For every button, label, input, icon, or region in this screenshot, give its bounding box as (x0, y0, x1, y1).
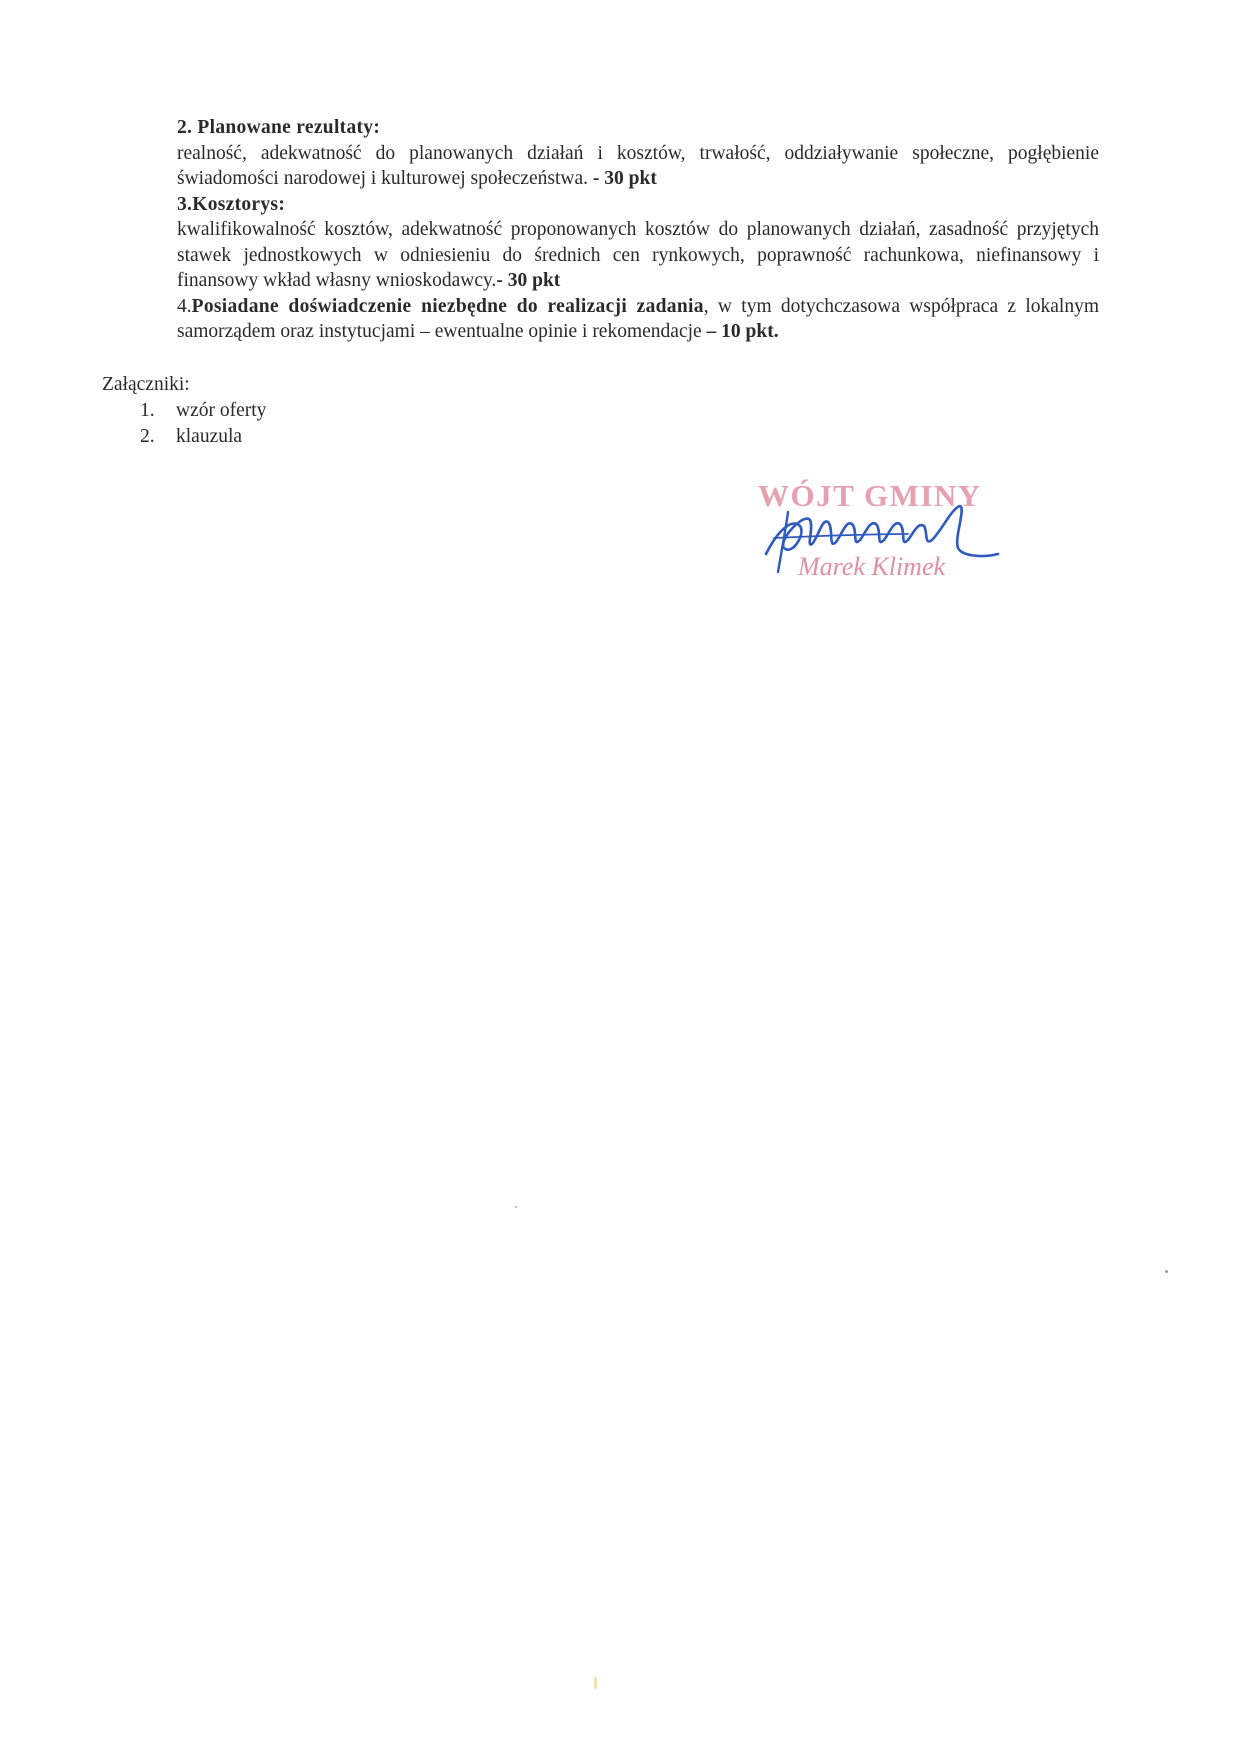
attachment-item (102, 424, 266, 450)
scan-speck (1165, 1270, 1168, 1273)
official-stamp (748, 478, 1028, 598)
criterion-results-heading: 2. Planowane rezultaty: (177, 117, 381, 138)
criterion-results (177, 115, 1099, 192)
criterion-results-body: realność, adekwatność do planowanych działań i kosztów, trwałość, oddziaływanie społeczne, pogłębienie świadomości narodowej i kulturowej społeczeństwa. (177, 142, 1099, 189)
criterion-experience-points: – 10 pkt. (706, 321, 779, 342)
criterion-budget-points: - 30 pkt (496, 270, 561, 291)
handwritten-signature (748, 478, 1028, 598)
scan-speck (594, 1676, 597, 1690)
stamp-name: Marek Klimek (798, 552, 946, 581)
attachment-item (102, 398, 266, 424)
attachment-number: 2. (140, 426, 155, 447)
attachment-label: klauzula (176, 426, 243, 447)
evaluation-criteria (177, 115, 1099, 345)
attachments-title: Załączniki: (102, 374, 190, 395)
criterion-experience-body: , w tym dotychczasowa współpraca z lokalnym samorządem oraz instytucjami – ewentualne opinie i rekomendacje (177, 295, 1099, 342)
criterion-budget-body: kwalifikowalność kosztów, adekwatność proponowanych kosztów do planowanych działań, zasadność przyjętych stawek jednostkowych w odniesieniu do średnich cen rynkowych, poprawność rachunkowa, niefinansowy i finansowy wkład własny wnioskodawcy. (177, 219, 1099, 291)
attachment-number: 1. (140, 400, 155, 421)
criterion-budget (177, 192, 1099, 294)
criterion-budget-heading: 3.Kosztorys: (177, 193, 286, 215)
criterion-experience-heading: Posiadane doświadczenie niezbędne do realizacji zadania (191, 295, 704, 317)
criterion-experience-number: 4. (177, 295, 192, 317)
attachment-label: wzór oferty (176, 400, 267, 421)
attachments-section (102, 372, 266, 450)
criterion-experience (177, 294, 1099, 345)
scan-speck (515, 1206, 517, 1208)
stamp-title: WÓJT GMINY (758, 478, 982, 513)
attachments-list (102, 398, 266, 450)
criterion-results-points: - 30 pkt (592, 168, 657, 189)
